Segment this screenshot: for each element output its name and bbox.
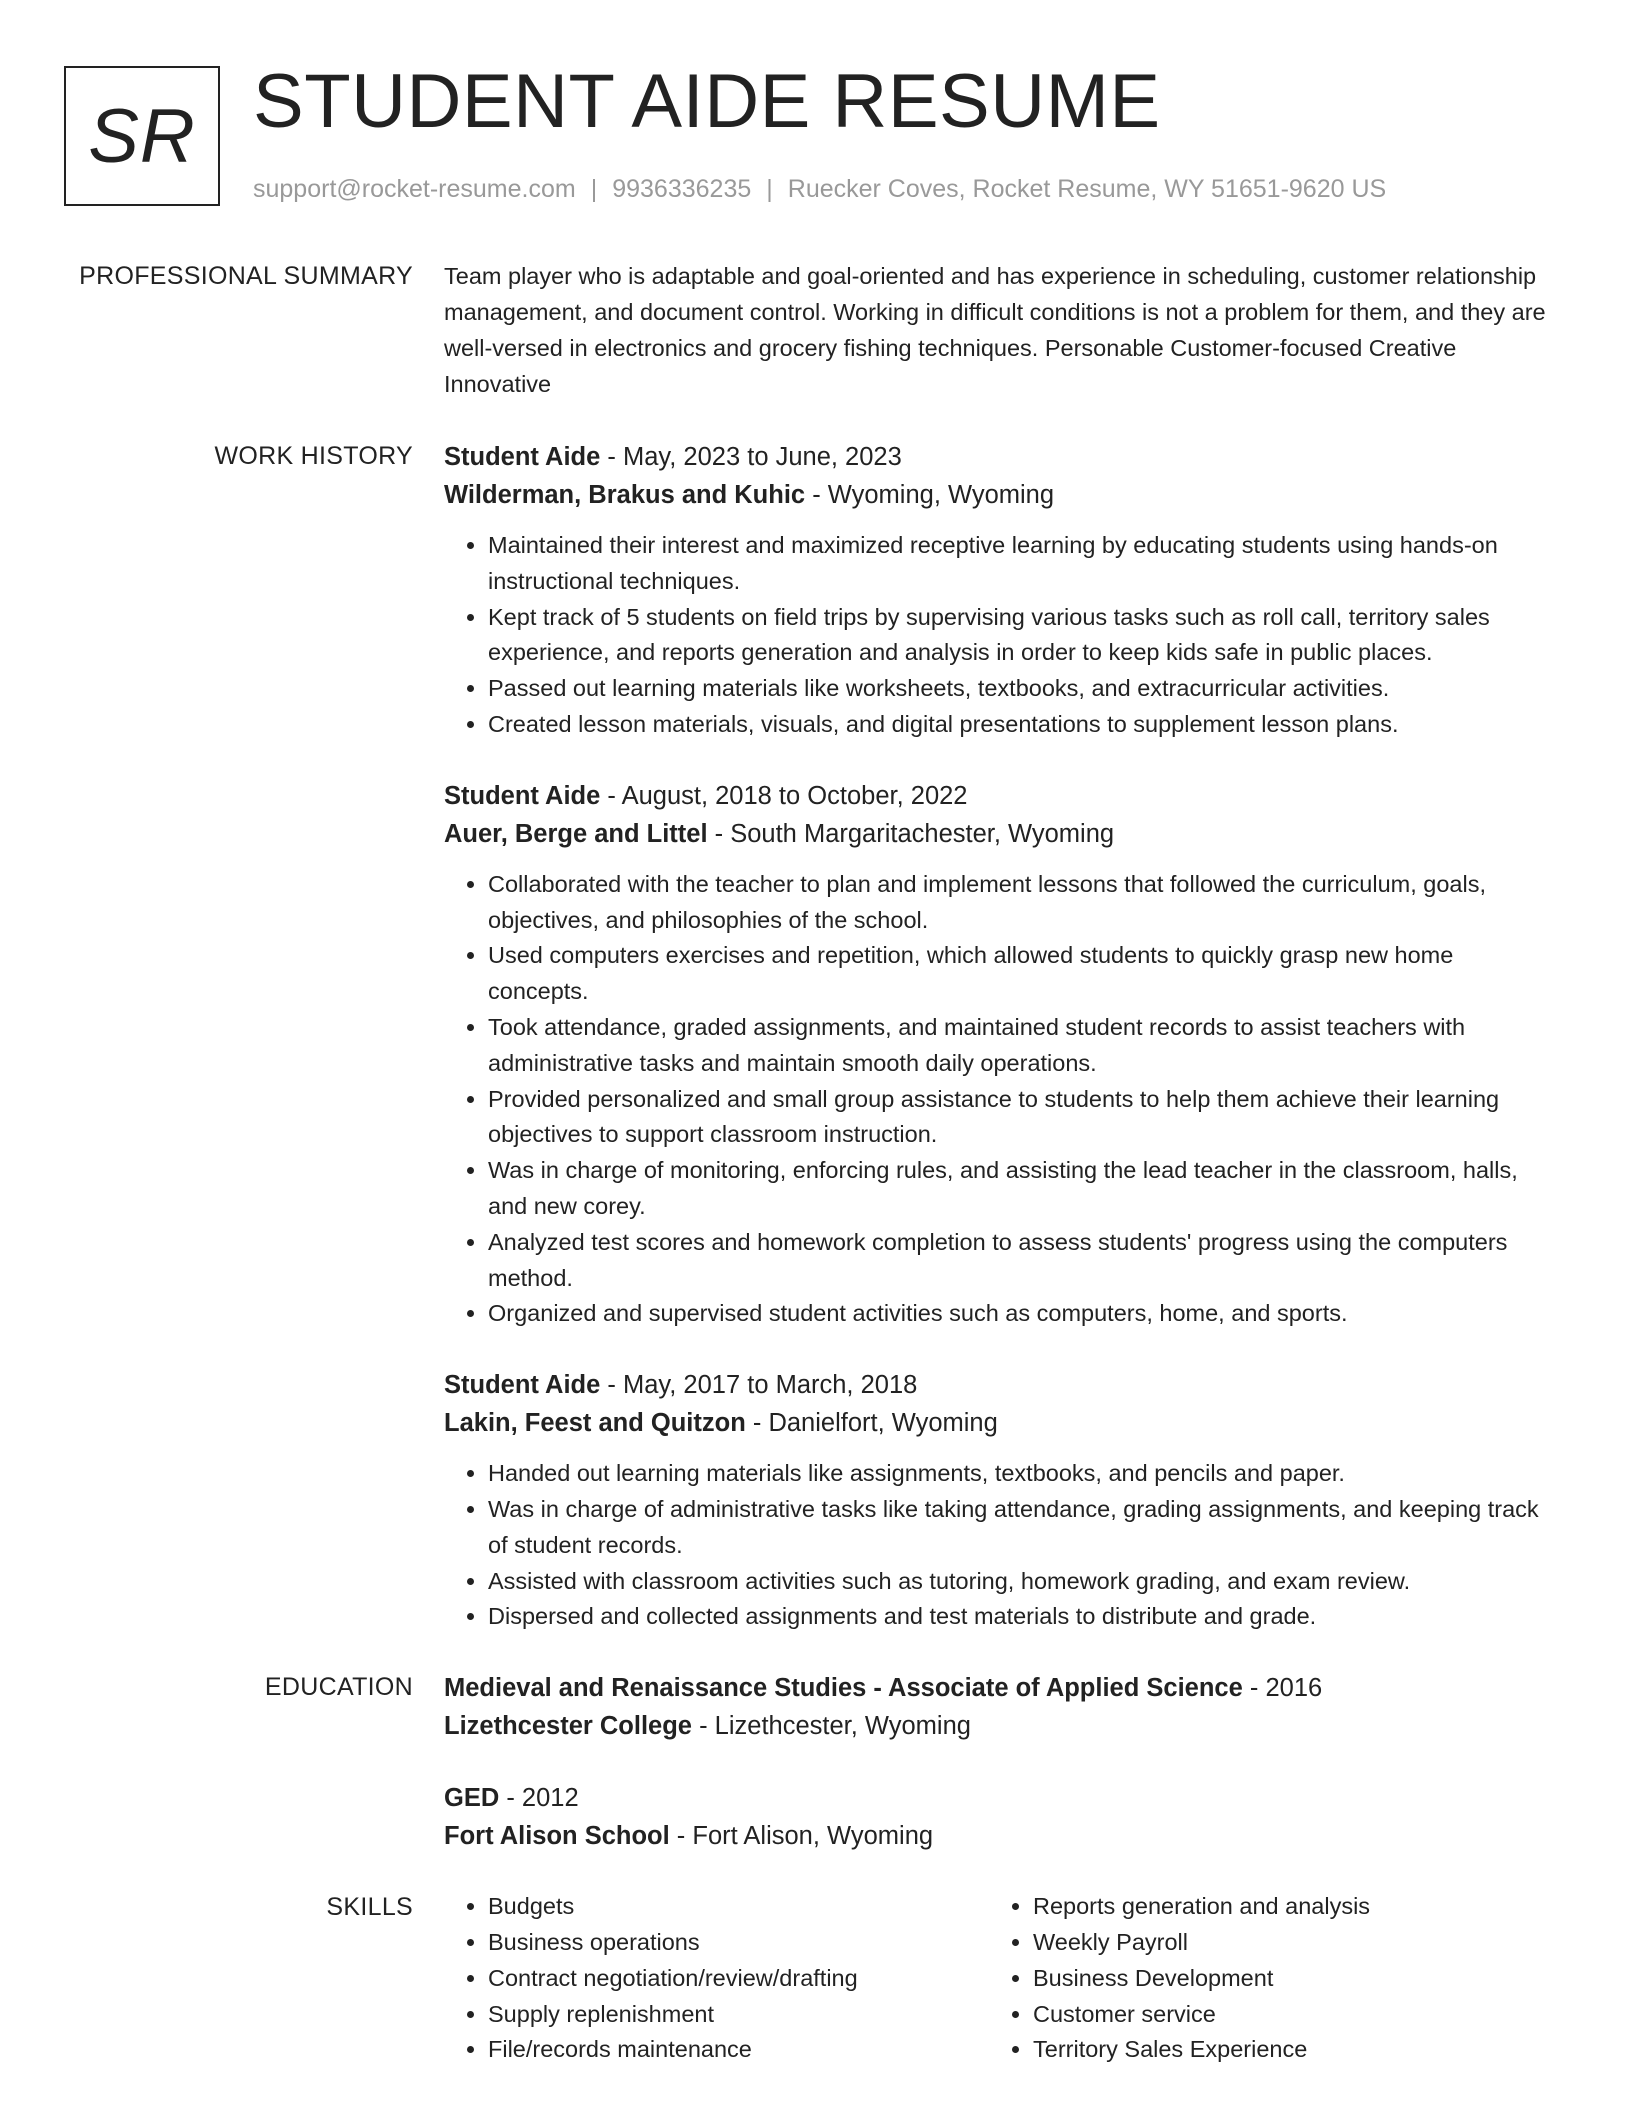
- skills-list-left: [444, 1889, 989, 2068]
- job-company: Wilderman, Brakus and Kuhic: [444, 481, 806, 509]
- school: Fort Alison School: [444, 1822, 670, 1851]
- job-title: Student Aide: [444, 781, 601, 810]
- job-title: Student Aide: [444, 443, 601, 471]
- job-company-line: [444, 476, 1554, 514]
- section-label: EDUCATION: [264, 1673, 413, 1702]
- section-body: [444, 1669, 1554, 1855]
- bullet-item: • Collaborated with the teacher to plan and implement lessons that followed the curriculum, goals, objectives, and philosophies of the school.: [488, 867, 1554, 939]
- job-location: - Wyoming, Wyoming: [805, 481, 1055, 509]
- job-entry: [444, 777, 1554, 1332]
- skills-grid: [444, 1889, 1554, 2068]
- job-company: Auer, Berge and Littel: [444, 819, 708, 848]
- bullet-item: • Dispersed and collected assignments and test materials to distribute and grade.: [488, 1599, 1554, 1635]
- skills-list-right: [989, 1889, 1534, 2068]
- job-bullets: [444, 528, 1554, 743]
- section-work-history: [0, 438, 1632, 1635]
- degree-year: - 2016: [1242, 1674, 1323, 1703]
- summary-text: Team player who is adaptable and goal-oriented and has experience in scheduling, customer relationship management, and document control. Working in difficult conditions is not a problem for them, and they are well-versed in electronics and grocery fishing techniques. Personable Customer-focused Creative Innovative: [444, 263, 1546, 397]
- degree-line: [444, 1779, 1554, 1817]
- job-title-line: [444, 777, 1554, 815]
- section-label: WORK HISTORY: [214, 442, 413, 470]
- job-entry: [444, 438, 1554, 743]
- contact-email: support@rocket-resume.com: [253, 175, 576, 203]
- bullet-item: • Was in charge of administrative tasks like taking attendance, grading assignments, and keeping track of student records.: [488, 1492, 1554, 1564]
- skill-item: • Territory Sales Experience: [1033, 2032, 1534, 2068]
- skill-item: • Contract negotiation/review/drafting: [488, 1961, 989, 1997]
- contact-separator: |: [590, 175, 598, 203]
- section-skills: [0, 1889, 1632, 2068]
- education-entry: [444, 1779, 1554, 1855]
- job-company-line: [444, 815, 1554, 853]
- contact-separator: |: [766, 175, 773, 203]
- skill-item: • Customer service: [1033, 1997, 1534, 2033]
- monogram-initials: SR: [88, 93, 196, 179]
- job-entry: [444, 1366, 1554, 1635]
- section-body: [444, 258, 1554, 402]
- job-location: - South Margaritachester, Wyoming: [707, 819, 1115, 848]
- school: Lizethcester College: [444, 1712, 692, 1741]
- resume-title: STUDENT AIDE RESUME: [253, 59, 1161, 144]
- school-location: - Lizethcester, Wyoming: [692, 1712, 971, 1741]
- section-body: [444, 1889, 1554, 2068]
- bullet-item: • Used computers exercises and repetition, which allowed students to quickly grasp new home concepts.: [488, 938, 1554, 1010]
- section-body: [444, 438, 1554, 1635]
- job-dates: - May, 2023 to June, 2023: [600, 443, 902, 471]
- degree: GED: [444, 1784, 500, 1813]
- school-line: [444, 1817, 1554, 1855]
- contact-address: Ruecker Coves, Rocket Resume, WY 51651-9620 US: [787, 175, 1387, 203]
- job-dates: - August, 2018 to October, 2022: [600, 781, 968, 810]
- job-title-line: [444, 438, 1554, 476]
- contact-line: [253, 172, 1386, 207]
- section-label: SKILLS: [326, 1893, 413, 1922]
- resume-content: [0, 258, 1632, 2068]
- job-company-line: [444, 1404, 1554, 1442]
- degree-line: [444, 1669, 1554, 1707]
- bullet-item: • Assisted with classroom activities such as tutoring, homework grading, and exam review.: [488, 1564, 1554, 1600]
- skill-item: • Business Development: [1033, 1961, 1534, 1997]
- skill-item: • Reports generation and analysis: [1033, 1889, 1534, 1925]
- bullet-item: • Was in charge of monitoring, enforcing rules, and assisting the lead teacher in the classroom, halls, and new corey.: [488, 1153, 1554, 1225]
- bullet-item: • Provided personalized and small group assistance to students to help them achieve their learning objectives to support classroom instruction.: [488, 1082, 1554, 1154]
- job-location: - Danielfort, Wyoming: [745, 1409, 998, 1438]
- job-title-line: [444, 1366, 1554, 1404]
- job-bullets: [444, 1456, 1554, 1635]
- section-education: [0, 1669, 1632, 1855]
- job-bullets: [444, 867, 1554, 1332]
- bullet-item: • Organized and supervised student activities such as computers, home, and sports.: [488, 1296, 1554, 1332]
- bullet-item: • Kept track of 5 students on field trips by supervising various tasks such as roll call, territory sales experience, and reports generation and analysis in order to keep kids safe in public places.: [488, 600, 1554, 672]
- skill-item: • File/records maintenance: [488, 2032, 989, 2068]
- bullet-item: • Created lesson materials, visuals, and digital presentations to supplement lesson plans.: [488, 707, 1554, 743]
- skill-item: • Budgets: [488, 1889, 989, 1925]
- bullet-item: • Handed out learning materials like assignments, textbooks, and pencils and paper.: [488, 1456, 1554, 1492]
- skill-item: • Supply replenishment: [488, 1997, 989, 2033]
- skill-item: • Business operations: [488, 1925, 989, 1961]
- bullet-item: • Passed out learning materials like worksheets, textbooks, and extracurricular activities.: [488, 671, 1554, 707]
- section-professional-summary: [0, 258, 1632, 402]
- job-title: Student Aide: [444, 1371, 601, 1400]
- bullet-item: • Analyzed test scores and homework completion to assess students' progress using the computers method.: [488, 1225, 1554, 1297]
- school-line: [444, 1707, 1554, 1745]
- degree-year: - 2012: [499, 1784, 579, 1813]
- bullet-item: • Maintained their interest and maximized receptive learning by educating students using hands-on instructional techniques.: [488, 528, 1554, 600]
- contact-phone: 9936336235: [612, 175, 752, 203]
- skill-item: • Weekly Payroll: [1033, 1925, 1534, 1961]
- degree: Medieval and Renaissance Studies - Associate of Applied Science: [444, 1674, 1243, 1703]
- job-dates: - May, 2017 to March, 2018: [600, 1371, 918, 1400]
- school-location: - Fort Alison, Wyoming: [669, 1822, 934, 1851]
- section-label: PROFESSIONAL SUMMARY: [79, 262, 413, 290]
- bullet-item: • Took attendance, graded assignments, and maintained student records to assist teachers with administrative tasks and maintain smooth daily operations.: [488, 1010, 1554, 1082]
- job-company: Lakin, Feest and Quitzon: [444, 1409, 746, 1438]
- education-entry: [444, 1669, 1554, 1745]
- monogram-box: [64, 66, 220, 206]
